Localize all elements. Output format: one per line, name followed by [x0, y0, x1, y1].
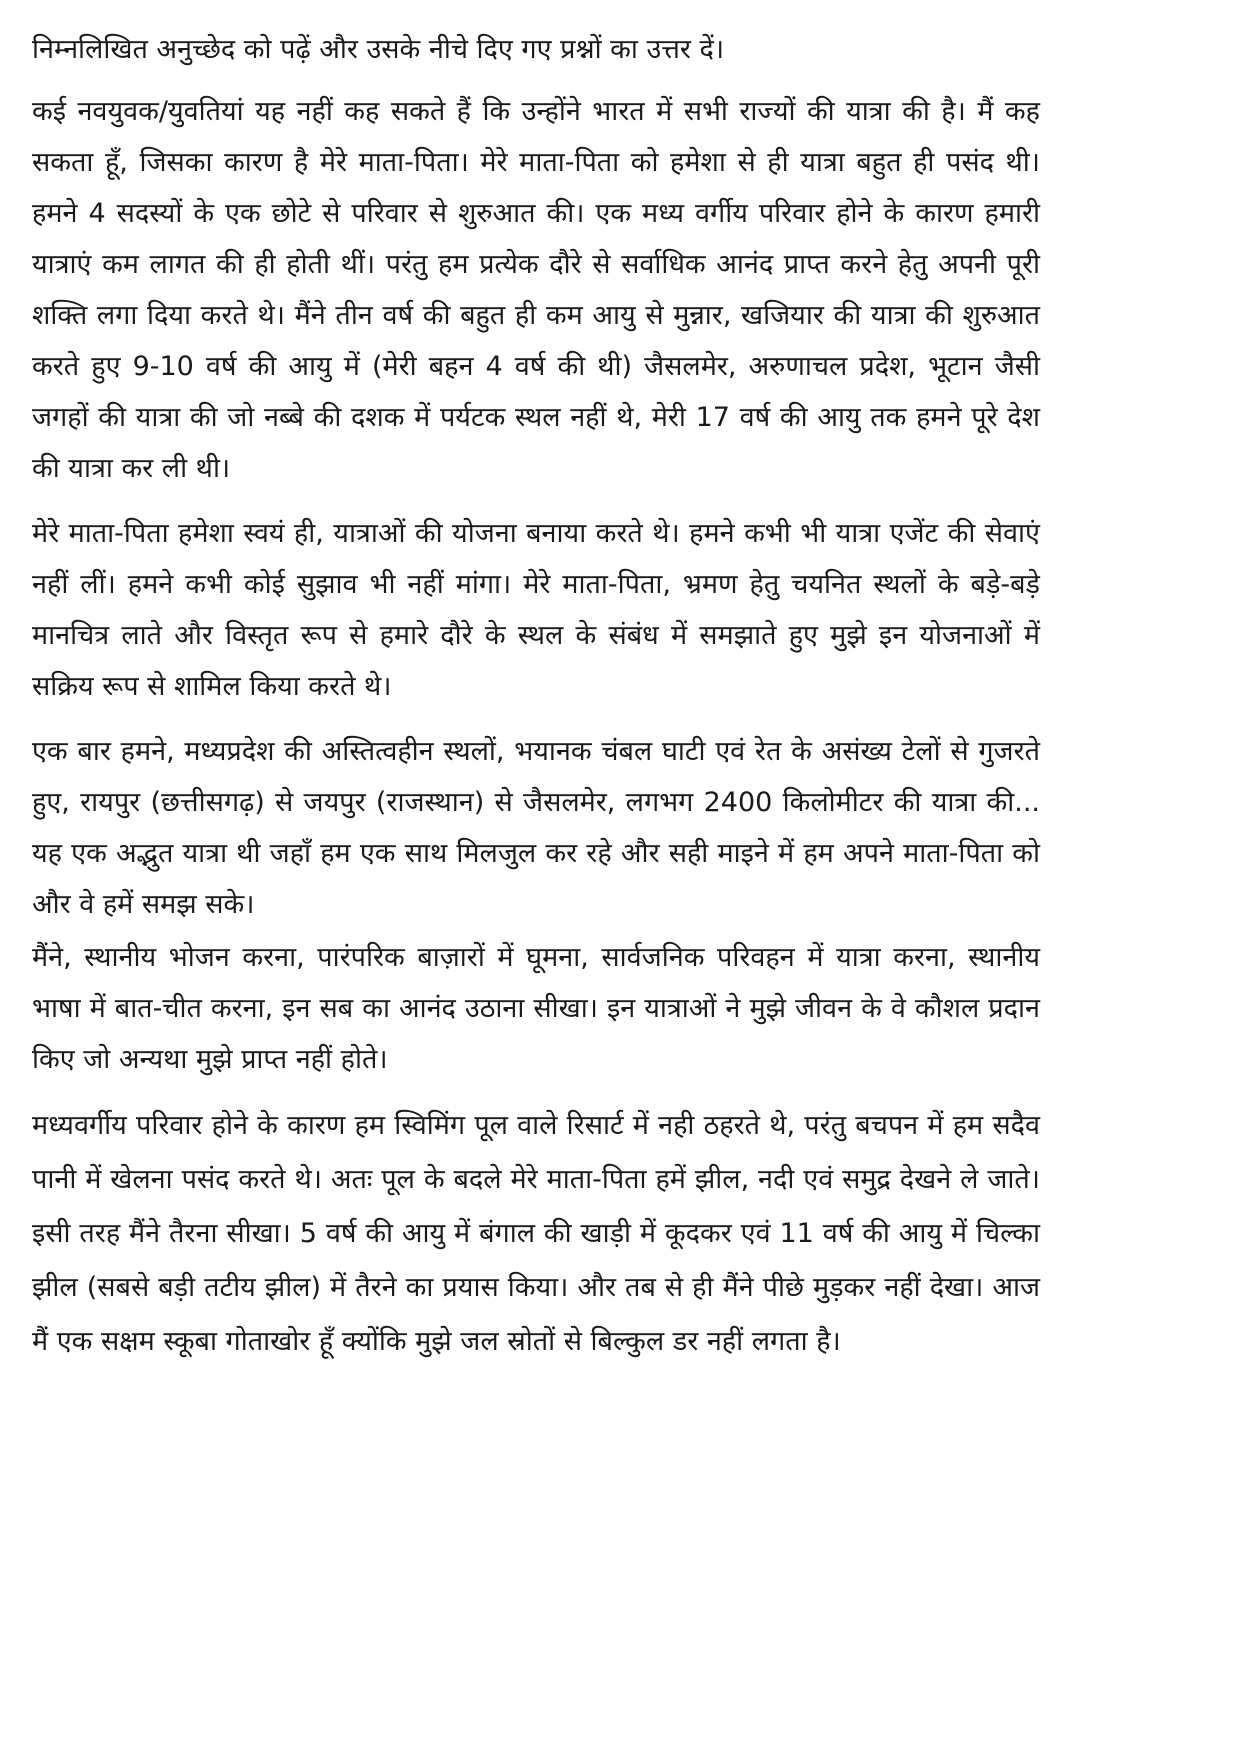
paragraph-trip-planning: मेरे माता-पिता हमेशा स्वयं ही, यात्राओं की योजना बनाया करते थे। हमने कभी भी यात्रा एजेंट की सेवाएं नहीं लीं। हमने कभी कोई सुझाव भी नहीं मांगा। मेरे माता-पिता, भ्रमण हेतु चयनित स्थलों के बड़े-बड़े मानचित्र लाते और विस्तृत रूप से हमारे दौरे के स्थल के संबंध में समझाते हुए मुझे इन योजनाओं में सक्रिय रूप से शामिल किया करते थे। — [32, 518, 1040, 702]
paragraph-jaisalmer-trip: एक बार हमने, मध्यप्रदेश की अस्तित्वहीन स्थलों, भयानक चंबल घाटी एवं रेत के असंख्य टेलों से गुजरते हुए, रायपुर (छत्तीसगढ़) से जयपुर (राजस्थान) से जैसलमेर, लगभग 2400 किलोमीटर की यात्रा की... यह एक अद्भुत यात्रा थी जहाँ हम एक साथ मिलजुल कर रहे और सही माइने में हम अपने माता-पिता को और वे हमें समझ सके। — [32, 736, 1040, 920]
instruction-text: निम्नलिखित अनुच्छेद को पढ़ें और उसके नीचे दिए गए प्रश्नों का उत्तर दें। — [32, 34, 725, 65]
document-page — [32, 28, 1040, 1383]
paragraph-swimming: मध्यवर्गीय परिवार होने के कारण हम स्विमिंग पूल वाले रिसार्ट में नही ठहरते थे, परंतु बचपन में हम सदैव पानी में खेलना पसंद करते थे। अतः पूल के बदले मेरे माता-पिता हमें झील, नदी एवं समुद्र देखने ले जाते। इसी तरह मैंने तैरना सीखा। 5 वर्ष की आयु में बंगाल की खाड़ी में कूदकर एवं 11 वर्ष की आयु में चिल्का झील (सबसे बड़ी तटीय झील) में तैरने का प्रयास किया। और तब से ही मैंने पीछे मुड़कर नहीं देखा। आज मैं एक सक्षम स्कूबा गोताखोर हूँ क्योंकि मुझे जल स्रोतों से बिल्कुल डर नहीं लगता है। — [32, 1110, 1040, 1357]
paragraph-travel-all-states: कई नवयुवक/युवतियां यह नहीं कह सकते हैं कि उन्होंने भारत में सभी राज्यों की यात्रा की है। मैं कह सकता हूँ, जिसका कारण है मेरे माता-पिता। मेरे माता-पिता को हमेशा से ही यात्रा बहुत ही पसंद थी। हमने 4 सदस्यों के एक छोटे से परिवार से शुरुआत की। एक मध्य वर्गीय परिवार होने के कारण हमारी यात्राएं कम लागत की ही होती थीं। परंतु हम प्रत्येक दौरे से सर्वाधिक आनंद प्राप्त करने हेतु अपनी पूरी शक्ति लगा दिया करते थे। मैंने तीन वर्ष की बहुत ही कम आयु से मुन्नार, खजियार की यात्रा की शुरुआत करते हुए 9-10 वर्ष की आयु में (मेरी बहन 4 वर्ष की थी) जैसलमेर, अरुणाचल प्रदेश, भूटान जैसी जगहों की यात्रा की जो नब्बे की दशक में पर्यटक स्थल नहीं थे, मेरी 17 वर्ष की आयु तक हमने पूरे देश की यात्रा कर ली थी। — [32, 96, 1040, 484]
paragraph-life-skills: मैंने, स्थानीय भोजन करना, पारंपरिक बाज़ारों में घूमना, सार्वजनिक परिवहन में यात्रा करना, स्थानीय भाषा में बात-चीत करना, इन सब का आनंद उठाना सीखा। इन यात्राओं ने मुझे जीवन के वे कौशल प्रदान किए जो अन्यथा मुझे प्राप्त नहीं होते। — [32, 942, 1040, 1075]
